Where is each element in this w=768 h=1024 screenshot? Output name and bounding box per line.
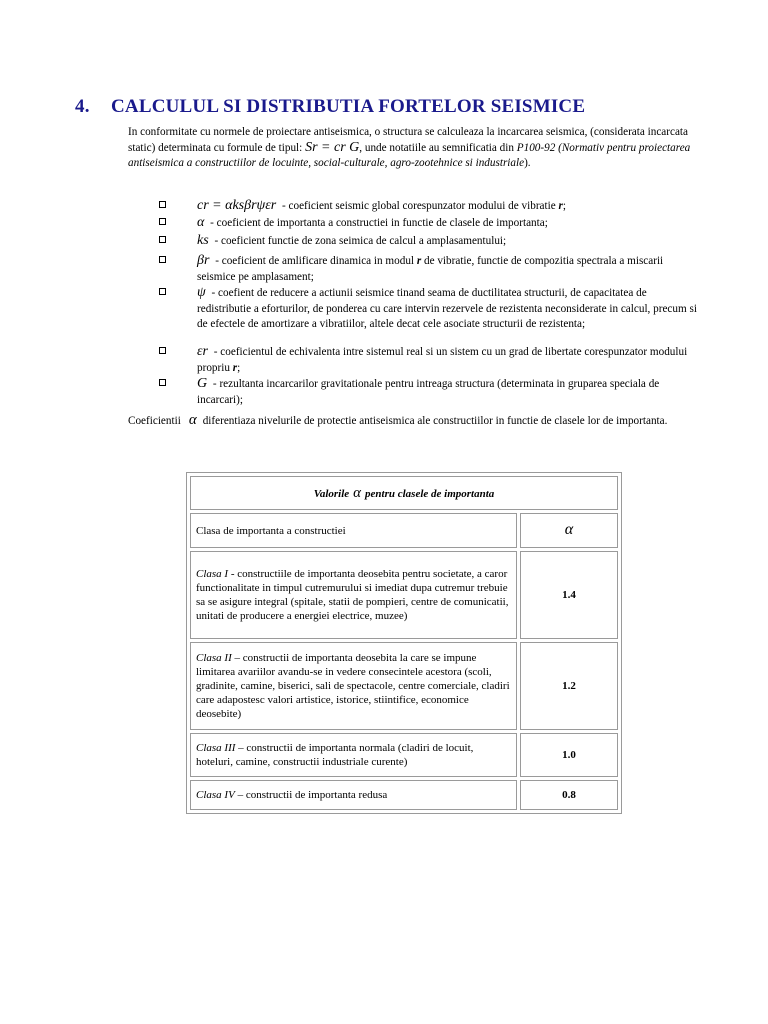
table-row bbox=[190, 551, 618, 639]
item-text: - coeficientul de echivalenta intre sistemul real si un sistem cu un grad de libertate corespunzator modului propriu bbox=[197, 346, 688, 374]
formula-sr: Sr = cr G bbox=[305, 140, 360, 155]
class-desc: - constructiile de importanta deosebita pentru societate, a caror functionalitate in timpul cutremurului si imediat dupa cutremur trebuie sa se asigure integral (spitale, statii de pompieri, centre de comunicatii, unitati de producere a energiei electrice, muzee) bbox=[196, 568, 509, 622]
symbol-g: G bbox=[197, 376, 208, 391]
class-description bbox=[190, 642, 517, 730]
class-description bbox=[190, 780, 517, 810]
item-end: ; bbox=[562, 200, 566, 212]
square-bullet-icon bbox=[159, 201, 166, 208]
intro-paragraph bbox=[128, 125, 694, 171]
symbol-psi: ψ bbox=[197, 285, 206, 300]
alpha-value: 1.0 bbox=[520, 733, 618, 777]
table-title-row bbox=[190, 476, 618, 510]
symbol-alpha: α bbox=[564, 521, 574, 538]
header-class: Clasa de importanta a constructiei bbox=[190, 513, 517, 548]
alpha-value: 0.8 bbox=[520, 780, 618, 810]
class-description bbox=[190, 551, 517, 639]
intro-text-2: , unde notatiile au semnificatia din bbox=[359, 142, 514, 154]
item-text: - coeficient seismic global corespunzator modului de vibratie bbox=[279, 200, 559, 212]
item-bold: r bbox=[558, 200, 563, 212]
intro-close: ). bbox=[524, 157, 531, 169]
intro-text: In conformitate cu normele de proiectare antiseismica, o structura se calculeaza la incarcarea seismica, (considerata incarcata static) determinata cu formule de tipul: bbox=[128, 126, 689, 154]
header-alpha bbox=[520, 513, 618, 548]
norm-code: P100-92 bbox=[516, 142, 556, 154]
symbol-alpha: α bbox=[197, 215, 205, 230]
table-row bbox=[190, 642, 618, 730]
square-bullet-icon bbox=[159, 218, 166, 225]
class-name: Clasa IV bbox=[196, 789, 235, 801]
symbol-alpha: α bbox=[353, 484, 362, 501]
item-bold: r bbox=[232, 361, 238, 374]
table-header-row bbox=[190, 513, 618, 548]
item-end: ; bbox=[237, 361, 241, 374]
after-text-1: Coeficientii bbox=[128, 415, 181, 427]
section-number: 4. bbox=[75, 96, 90, 117]
after-text-2: diferentiaza nivelurile de protectie antiseismica ale constructiilor in functie de clasele lor de importanta. bbox=[202, 415, 668, 427]
class-desc: – constructii de importanta deosebita la care se impune limitarea avariilor avandu-se in vedere consecintele acestora (scoli, gradinite, camine, biserici, sali de spectacole, centre comerciale, cladiri care adapostesc valori artistice, istorice, stiintifice, economice deosebite) bbox=[196, 652, 510, 720]
table-title-post: pentru clasele de importanta bbox=[365, 487, 495, 500]
class-name: Clasa I bbox=[196, 568, 229, 580]
square-bullet-icon bbox=[159, 288, 166, 295]
alpha-paragraph bbox=[128, 412, 694, 429]
item-text: - rezultanta incarcarilor gravitationale pentru intreaga structura (determinata in gruparea speciala de incarcari); bbox=[197, 378, 660, 406]
class-name: Clasa III bbox=[196, 742, 236, 754]
item-end: de vibratie, functie de compozitia spectrala a miscarii seismice pe amplasament; bbox=[197, 255, 664, 283]
symbol-cr: cr = αksβrψεr bbox=[197, 198, 277, 213]
table-row bbox=[190, 733, 618, 777]
class-description bbox=[190, 733, 517, 777]
item-bold: r bbox=[416, 255, 422, 267]
alpha-value: 1.4 bbox=[520, 551, 618, 639]
symbol-epsilon: εr bbox=[197, 344, 208, 359]
item-text: - coeficient de amlificare dinamica in modul bbox=[212, 255, 417, 267]
importance-class-table bbox=[186, 472, 622, 814]
symbol-alpha: α bbox=[188, 412, 197, 428]
symbol-beta: βr bbox=[197, 253, 210, 268]
item-text: - coeficient de importanta a constructiei in functie de clasele de importanta; bbox=[207, 217, 548, 229]
square-bullet-icon bbox=[159, 236, 166, 243]
symbol-ks: ks bbox=[197, 233, 209, 248]
norm-title: (Normativ pentru proiectarea antiseismica a constructiilor de locuinte, social-culturale, agro-zootehnice si industriale bbox=[128, 142, 691, 169]
item-text: - coefient de reducere a actiunii seismice tinand seama de ductilitatea structurii, de capacitatea de redistributie a eforturilor, de ponderea cu care intervin rezervele de rezistenta neconsiderate in calcul, precum si de efectele de amortizare a vibratiilor, altele decat cele asociate structurii de rezistenta; bbox=[197, 287, 697, 330]
alpha-value: 1.2 bbox=[520, 642, 618, 730]
section-title: CALCULUL SI DISTRIBUTIA FORTELOR SEISMICE bbox=[111, 96, 586, 117]
class-desc: – constructii de importanta redusa bbox=[234, 789, 388, 801]
square-bullet-icon bbox=[159, 379, 166, 386]
section-heading bbox=[75, 96, 585, 118]
class-name: Clasa II bbox=[196, 652, 232, 664]
table-title-pre: Valorile bbox=[313, 487, 350, 500]
square-bullet-icon bbox=[159, 256, 166, 263]
square-bullet-icon bbox=[159, 347, 166, 354]
class-desc: – constructii de importanta normala (cladiri de locuit, hoteluri, camine, constructii industriale curente) bbox=[196, 742, 474, 768]
table-title bbox=[190, 476, 618, 510]
table-row bbox=[190, 780, 618, 810]
item-text: - coeficient functie de zona seimica de calcul a amplasamentului; bbox=[211, 235, 507, 247]
